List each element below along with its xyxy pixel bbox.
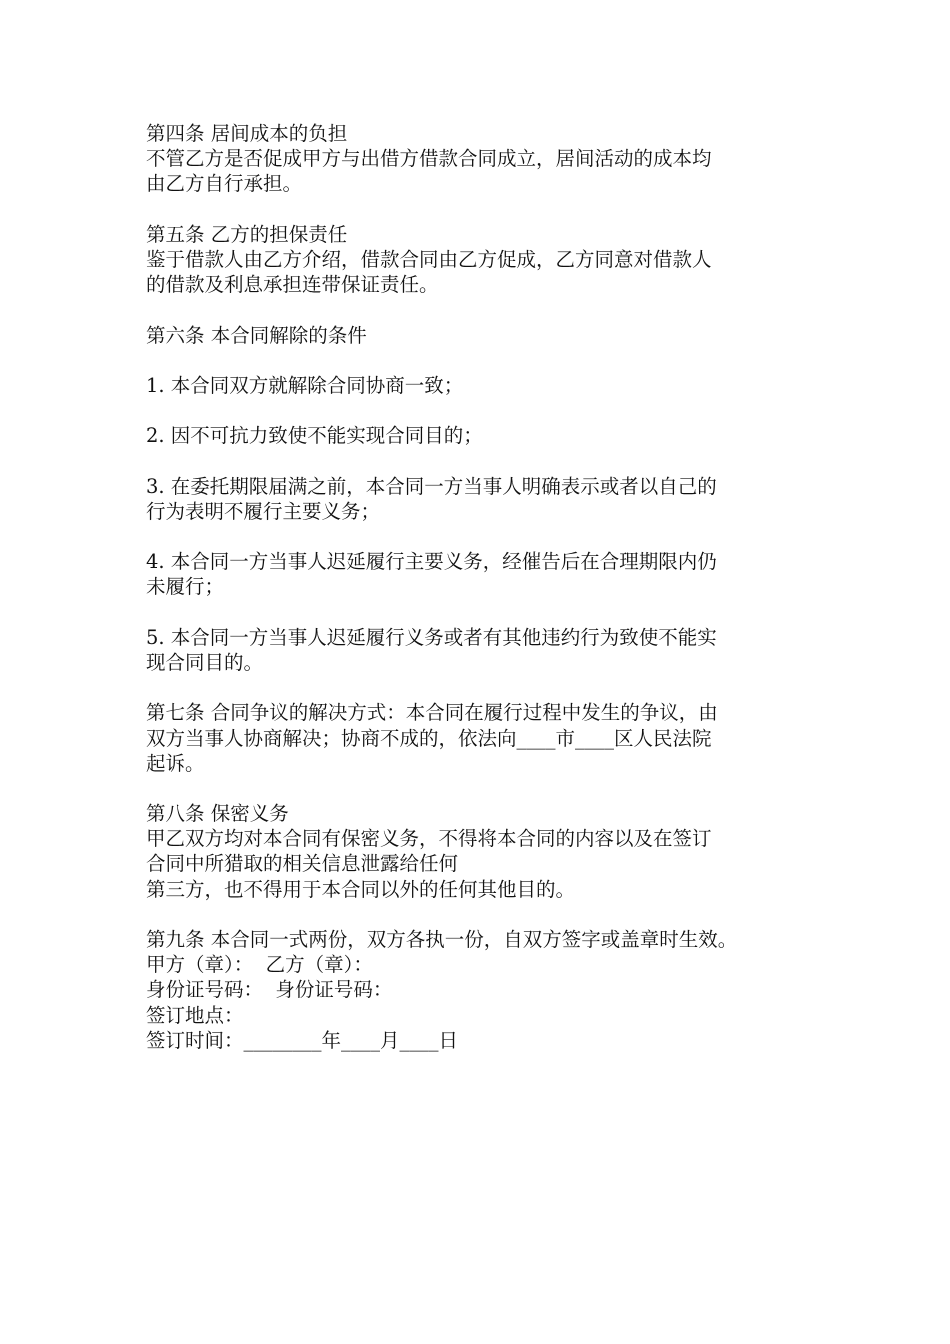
signing-place-line: 签订地点： — [146, 1003, 244, 1027]
article-8-text-line: 第三方，也不得用于本合同以外的任何其他目的。 — [146, 877, 576, 901]
article-7-text-line: 第七条 合同争议的解决方式：本合同在履行过程中发生的争议，由 — [146, 701, 718, 725]
article-4-text-line: 不管乙方是否促成甲方与出借方借款合同成立，居间活动的成本均 — [146, 147, 712, 171]
paragraph-gap — [146, 902, 826, 927]
article-6-heading: 第六条 本合同解除的条件 — [146, 323, 367, 347]
paragraph-gap — [146, 448, 826, 473]
article-7-text-line: 双方当事人协商解决；协商不成的，依法向____市____区人民法院 — [146, 726, 712, 750]
paragraph-gap — [146, 524, 826, 549]
paragraph-gap — [146, 197, 826, 222]
contract-page — [146, 121, 826, 1053]
article-5-text-line: 鉴于借款人由乙方介绍，借款合同由乙方促成，乙方同意对借款人 — [146, 247, 712, 271]
article-6-item-3-cont: 行为表明不履行主要义务； — [146, 499, 381, 523]
article-8-text-line: 合同中所猎取的相关信息泄露给任何 — [146, 852, 459, 876]
paragraph-gap — [146, 297, 826, 322]
paragraph-gap — [146, 675, 826, 700]
signing-date-line: 签订时间：________年____月____日 — [146, 1028, 459, 1052]
article-6-item-2: 2. 因不可抗力致使不能实现合同目的； — [146, 424, 483, 448]
article-4-heading: 第四条 居间成本的负担 — [146, 122, 348, 145]
paragraph-gap — [146, 348, 826, 373]
article-6-item-4: 4. 本合同一方当事人迟延履行主要义务，经催告后在合理期限内仍 — [146, 550, 717, 574]
id-number-line: 身份证号码： 身份证号码： — [146, 978, 393, 1002]
article-9-text-line: 第九条 本合同一式两份，双方各执一份，自双方签字或盖章时生效。 — [146, 928, 738, 951]
paragraph-gap — [146, 776, 826, 801]
article-6-item-4-cont: 未履行； — [146, 575, 225, 599]
article-6-item-3: 3. 在委托期限届满之前，本合同一方当事人明确表示或者以自己的 — [146, 474, 717, 498]
article-6-item-1: 1. 本合同双方就解除合同协商一致； — [146, 373, 464, 397]
paragraph-gap — [146, 600, 826, 625]
article-5-heading: 第五条 乙方的担保责任 — [146, 222, 348, 246]
article-6-item-5-cont: 现合同目的。 — [146, 650, 264, 674]
article-7-text-line: 起诉。 — [146, 751, 205, 775]
party-seal-line: 甲方（章）： 乙方（章）： — [146, 953, 373, 977]
paragraph-gap — [146, 398, 826, 423]
article-4-text-line: 由乙方自行承担。 — [146, 172, 303, 196]
article-5-text-line: 的借款及利息承担连带保证责任。 — [146, 273, 439, 297]
article-8-text-line: 甲乙双方均对本合同有保密义务，不得将本合同的内容以及在签订 — [146, 827, 712, 851]
article-6-item-5: 5. 本合同一方当事人迟延履行义务或者有其他违约行为致使不能实 — [146, 625, 717, 649]
article-8-heading: 第八条 保密义务 — [146, 802, 289, 826]
